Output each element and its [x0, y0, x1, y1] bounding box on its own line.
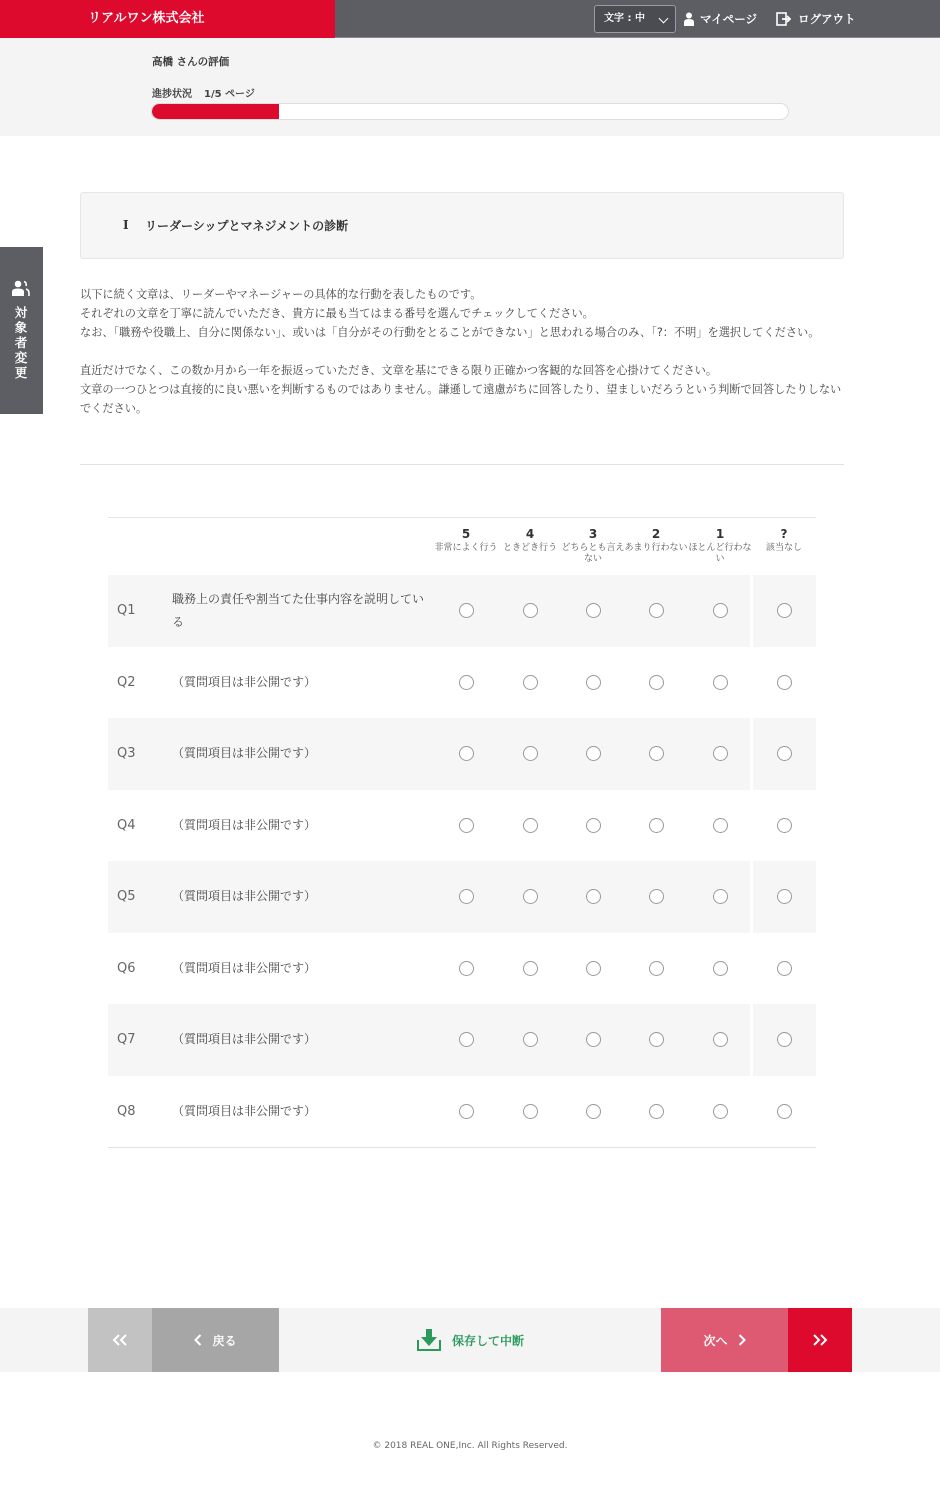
instructions-paragraph-1: 以下に続く文章は、リーダーやマネージャーの具体的な行動を表したものです。 それぞれの文章を丁寧に読んでいただき、貴方に最も当てはまる番号を選んでチェックしてください。 なお、「職務や役職上、自分に関係ない」、或いは「自分がその行動をとることができない」と思われる場合のみ、「?：不明」を選択してください。: [80, 288, 820, 339]
answer-radio-3[interactable]: [586, 603, 601, 618]
answer-radio-1[interactable]: [459, 961, 474, 976]
question-id: Q4: [117, 817, 136, 833]
question-row: [108, 1076, 816, 1148]
scale-label: ときどき行う: [502, 543, 557, 553]
evaluation-title: 高橋 さんの評価: [152, 56, 230, 68]
scale-column-2: [498, 526, 562, 554]
question-id: Q2: [117, 674, 136, 690]
answer-radio-5[interactable]: [713, 1104, 728, 1119]
scale-header: [108, 517, 816, 575]
question-table: [108, 517, 816, 1148]
instructions-paragraph-2: 直近だけでなく、この数か月から一年を振返っていただき、文章を基にできる限り正確かつ客観的な回答を心掛けてください。 文章の一つひとつは直接的に良い悪いを判断するものではありません。謙遜して遠慮がちに回答したり、望ましいだろうという判断で回答したりしないでください。: [80, 364, 842, 415]
scale-value: 2: [651, 527, 661, 541]
answer-radio-6[interactable]: [777, 675, 792, 690]
question-rows: [108, 575, 816, 1147]
answer-radio-4[interactable]: [649, 818, 664, 833]
scale-value: 3: [588, 527, 598, 541]
scale-column-4: [624, 526, 688, 554]
answer-radio-6[interactable]: [777, 961, 792, 976]
copyright: © 2018 REAL ONE,Inc. All Rights Reserved.: [372, 1441, 568, 1451]
back-label: 戻る: [212, 1333, 237, 1348]
question-text: （質問項目は非公開です）: [172, 817, 317, 832]
answer-radio-1[interactable]: [459, 675, 474, 690]
progress-area: [0, 38, 940, 136]
answer-radio-4[interactable]: [649, 1032, 664, 1047]
back-button[interactable]: [152, 1308, 279, 1372]
logout-label: ログアウト: [798, 12, 856, 26]
change-target-label: 対象者変更: [14, 305, 28, 380]
scale-column-5: [688, 526, 752, 565]
question-text: （質問項目は非公開です）: [172, 1103, 317, 1118]
answer-radio-6[interactable]: [777, 746, 792, 761]
answer-radio-2[interactable]: [523, 1032, 538, 1047]
column-separator: [750, 861, 753, 933]
answer-radio-6[interactable]: [777, 603, 792, 618]
answer-radio-3[interactable]: [586, 1032, 601, 1047]
question-id: Q6: [117, 960, 136, 976]
company-name: リアルワン株式会社: [0, 0, 335, 38]
first-page-button[interactable]: [88, 1308, 152, 1372]
question-id: Q5: [117, 889, 136, 905]
progress-fill: [152, 104, 279, 119]
question-row: [108, 1004, 816, 1076]
font-size-value: 文字 : 中: [604, 13, 645, 24]
scale-column-6: [752, 526, 816, 554]
double-chevron-right-icon: [812, 1334, 828, 1346]
question-text: （質問項目は非公開です）: [172, 746, 317, 761]
navigation-bar: [0, 1308, 940, 1372]
answer-radio-2[interactable]: [523, 746, 538, 761]
scale-column-1: [434, 526, 498, 554]
progress-page: 1/5 ページ: [204, 89, 255, 100]
column-separator: [750, 718, 753, 790]
answer-radio-5[interactable]: [713, 818, 728, 833]
section-number: Ⅰ: [123, 218, 129, 232]
answer-radio-5[interactable]: [713, 746, 728, 761]
column-separator: [750, 575, 753, 647]
scale-label: ほとんど行わない: [688, 543, 752, 564]
answer-radio-4[interactable]: [649, 889, 664, 904]
answer-radio-1[interactable]: [459, 818, 474, 833]
progress-bar: [151, 103, 789, 120]
question-row: [108, 933, 816, 1005]
question-text: （質問項目は非公開です）: [172, 674, 317, 689]
answer-radio-1[interactable]: [459, 746, 474, 761]
answer-radio-1[interactable]: [459, 1104, 474, 1119]
chevron-left-icon: [194, 1334, 202, 1346]
answer-radio-4[interactable]: [649, 675, 664, 690]
answer-radio-3[interactable]: [586, 1104, 601, 1119]
divider: [80, 464, 844, 465]
question-text: （質問項目は非公開です）: [172, 1032, 317, 1047]
change-target-tab[interactable]: [0, 247, 43, 414]
answer-radio-1[interactable]: [459, 603, 474, 618]
scale-label: 非常によく行う: [434, 543, 498, 553]
answer-radio-6[interactable]: [777, 1104, 792, 1119]
answer-radio-2[interactable]: [523, 675, 538, 690]
answer-radio-2[interactable]: [523, 818, 538, 833]
answer-radio-3[interactable]: [586, 889, 601, 904]
answer-radio-5[interactable]: [713, 961, 728, 976]
last-page-button[interactable]: [788, 1308, 852, 1372]
answer-radio-6[interactable]: [777, 1032, 792, 1047]
answer-radio-5[interactable]: [713, 1032, 728, 1047]
answer-radio-2[interactable]: [523, 889, 538, 904]
answer-radio-5[interactable]: [713, 675, 728, 690]
scale-value: 5: [461, 527, 471, 541]
chevron-right-icon: [738, 1334, 746, 1346]
answer-radio-4[interactable]: [649, 603, 664, 618]
mypage-label: マイページ: [700, 12, 758, 26]
question-row: [108, 718, 816, 790]
answer-radio-1[interactable]: [459, 889, 474, 904]
answer-radio-1[interactable]: [459, 1032, 474, 1047]
question-id: Q1: [117, 603, 136, 619]
download-icon: [416, 1328, 442, 1352]
users-icon: [12, 280, 30, 296]
question-id: Q3: [117, 746, 136, 762]
scale-value: 1: [715, 527, 725, 541]
scale-label: あまり行わない: [624, 543, 688, 553]
answer-radio-4[interactable]: [649, 1104, 664, 1119]
question-row: [108, 575, 816, 647]
save-and-pause-button[interactable]: [400, 1308, 540, 1372]
answer-radio-5[interactable]: [713, 889, 728, 904]
section-title: リーダーシップとマネジメントの診断: [145, 219, 349, 233]
answer-radio-3[interactable]: [586, 818, 601, 833]
answer-radio-5[interactable]: [713, 603, 728, 618]
logout-icon: [776, 12, 792, 26]
double-chevron-left-icon: [112, 1334, 128, 1346]
answer-radio-2[interactable]: [523, 603, 538, 618]
table-bottom-line: [108, 1147, 816, 1148]
section-header: [80, 192, 844, 259]
answer-radio-6[interactable]: [777, 818, 792, 833]
scale-value: ?: [780, 527, 788, 541]
progress-label: [152, 85, 255, 100]
chevron-down-icon: [659, 14, 669, 24]
font-size-select[interactable]: [594, 5, 676, 33]
answer-radio-6[interactable]: [777, 889, 792, 904]
question-text: （質問項目は非公開です）: [172, 889, 317, 904]
progress-caption: 進捗状況: [152, 89, 192, 100]
scale-value: 4: [525, 527, 535, 541]
top-header: [0, 0, 940, 38]
answer-radio-2[interactable]: [523, 961, 538, 976]
answer-radio-3[interactable]: [586, 746, 601, 761]
answer-radio-3[interactable]: [586, 675, 601, 690]
user-icon: [684, 12, 694, 26]
question-text: （質問項目は非公開です）: [172, 960, 317, 975]
scale-label: どちらとも言えない: [561, 543, 625, 564]
question-row: [108, 647, 816, 719]
next-label: 次へ: [703, 1333, 728, 1348]
mypage-link[interactable]: [684, 0, 757, 38]
question-text: 職務上の責任や割当てた仕事内容を説明している: [172, 591, 425, 629]
question-row: [108, 790, 816, 862]
save-label: 保存して中断: [451, 1333, 524, 1348]
instructions: [80, 285, 846, 418]
answer-radio-4[interactable]: [649, 961, 664, 976]
next-button[interactable]: [661, 1308, 788, 1372]
logout-link[interactable]: [776, 0, 856, 38]
column-separator: [750, 1004, 753, 1076]
answer-radio-2[interactable]: [523, 1104, 538, 1119]
question-id: Q7: [117, 1032, 136, 1048]
question-row: [108, 861, 816, 933]
answer-radio-4[interactable]: [649, 746, 664, 761]
answer-radio-3[interactable]: [586, 961, 601, 976]
scale-label: 該当なし: [765, 543, 802, 553]
scale-column-3: [561, 526, 625, 565]
question-id: Q8: [117, 1103, 136, 1119]
